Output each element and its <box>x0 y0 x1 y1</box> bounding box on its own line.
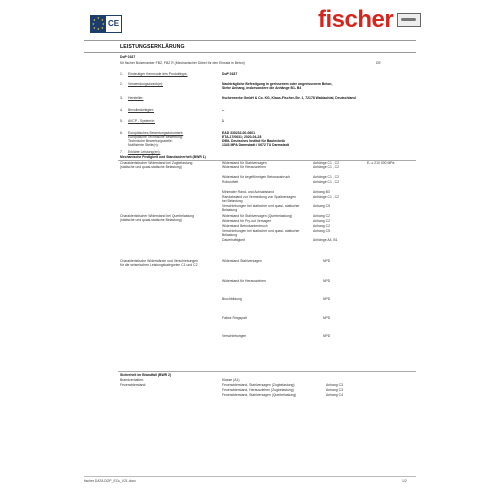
table-row-annex: Anhänge A4, B1 <box>313 238 338 242</box>
table-row-annex: Anhänge C1 , C2 <box>313 195 340 199</box>
logo-text: fischer <box>318 6 394 33</box>
table-row-text: Widerstand Stahlversagen <box>222 259 262 263</box>
eu-stars-icon: ★ ★ ★ ★ ★ ★ ★ ★ <box>92 16 105 31</box>
table-row-annex: NPD <box>323 297 331 301</box>
table-row-text: Bruchbildung <box>222 297 242 301</box>
fire-row-text: Klasse (A1) <box>222 378 240 382</box>
table-row-annex: Anhänge C1 , C2 <box>313 161 340 165</box>
table-row-text: Randabstand zur Vermeidung von Spaltversagen <box>222 195 296 199</box>
document-title: LEISTUNGSERKLÄRUNG <box>120 44 185 50</box>
eta-value-3: 1343 MPA Darmstadt / 0672 TU Darmstadt <box>222 143 289 147</box>
table-row-text-2: bei Belastung <box>222 199 243 203</box>
group-2-label-line-2: (statische und quasi-statische Belastung) <box>120 218 182 222</box>
table-row-annex: Anhang C5 <box>313 229 330 233</box>
table-row-text: Robustheit <box>222 180 239 184</box>
eta-label-2: Technische Bewertungsstelle: <box>128 139 173 143</box>
item-4-num: 4. <box>120 108 123 112</box>
item-2-num: 2. <box>120 82 123 86</box>
ce-logo <box>90 15 122 33</box>
table-row-text: Dauerhaftigkeit <box>222 238 245 242</box>
product-line: für fischer Bolzenanker FBZ, FBZ R (Mechanischer Dübel für den Einsatz in Beton) <box>120 61 245 65</box>
item-4-label: Bevollmächtigter: <box>128 108 155 112</box>
group-3-label-line-2: für die seismischen Leistungskategorien C1 und C2 <box>120 263 198 267</box>
table-row-annex: Anhänge C1 , C2 <box>313 180 340 184</box>
table-row-annex: Anhang C2 <box>313 219 330 223</box>
item-3-label: Hersteller: <box>128 96 144 100</box>
fire-row-label: Feuerwiderstand: <box>120 383 147 387</box>
table-row-text-2: Belastung <box>222 233 238 237</box>
group-1-label-line-1: Charakteristischer Widerstand bei Zugbelastung <box>120 161 193 165</box>
table-row-text: Widerstand Betonkantenbruch <box>222 224 268 228</box>
eta-value-1: ETA-17/0631; 2020-04-28 <box>222 135 262 139</box>
dop-number: DoP 0187 <box>120 55 136 59</box>
eta-label-1: Europäische Technische Bewertung: <box>128 135 183 139</box>
item-3-num: 3. <box>120 96 123 100</box>
table-row-annex: Anhang C5 <box>313 204 330 208</box>
footer-rule <box>84 476 416 477</box>
table-row-annex: Anhang C2 <box>313 214 330 218</box>
table-row-text: Verschiebungen <box>222 334 247 338</box>
table-row-annex: NPD <box>323 259 331 263</box>
table-row-text-2: Belastung <box>222 208 238 212</box>
fire-row-label: Brandverhalten: <box>120 378 144 382</box>
page-number: 1/2 <box>402 479 407 483</box>
bwr2-heading: Sicherheit im Brandfall (BWR 2) <box>120 373 172 377</box>
fire-row-text: Feuerwiderstand, Stahlversagen (Zugbelastung) <box>222 383 295 387</box>
table-row-annex: NPD <box>323 279 331 283</box>
fire-row-annex: Anhang C3 <box>326 383 343 387</box>
table-row-text: Widerstand für Stahlversagen <box>222 161 267 165</box>
bwr1-heading: Mechanische Festigkeit und Standsicherheit (BWR 1) <box>120 155 206 159</box>
section-7-num: 7. <box>120 150 123 154</box>
table-row-annex: Anhang C2 <box>313 224 330 228</box>
table-row-extra: Eₛ ≥ 210 000 MPa <box>367 161 395 165</box>
fire-row-annex: Anhang C3 <box>326 388 343 392</box>
table-row-annex: NPD <box>323 334 331 338</box>
fire-row-text: Feuerwiderstand, Herausziehen (Zugbelastung) <box>222 388 294 392</box>
item-2-value: Nachträgliche Befestigung in gerissenem oder ungerissenem Beton, <box>222 82 333 86</box>
item-5-label: AVCP - System/e: <box>128 119 156 123</box>
group-2-label-line-1: Charakteristischer Widerstand bei Querbelastung <box>120 214 195 218</box>
table-row-text: Widerstand für kegelförmigen Betonausbruch <box>222 175 291 179</box>
table-row-text: Faktor Ringspalt <box>222 316 247 320</box>
fire-row-annex: Anhang C4 <box>326 393 343 397</box>
table-row-text: Widerstand für Herausziehen <box>222 165 266 169</box>
table-row-text: Minimaler Rand- und Achsabstand <box>222 190 274 194</box>
item-1-num: 1. <box>120 72 123 76</box>
item-6-value: EAD 330232-00-0601 <box>222 131 255 135</box>
footer-filename: fischer DATA DOP_ECs_V21.docx <box>84 479 136 483</box>
item-4-value: -- <box>222 108 225 112</box>
item-1-value: DoP 0187 <box>222 72 238 76</box>
fire-rule <box>118 371 416 372</box>
section-7-label: Erklärte Leistung(en): <box>128 150 161 154</box>
table-row-annex: NPD <box>323 316 331 320</box>
item-3-value: fischerwerke GmbH & Co. KG, Klaus-Fischer-Str. 1, 72178 Waldachtal, Deutschland <box>222 96 356 100</box>
fischer-logo <box>318 6 421 33</box>
eta-label-3: Notifizierte Stelle(n): <box>128 143 159 147</box>
table-row-text: Widerstand für Pry-out Versagen <box>222 219 272 223</box>
table-row-text: Verschiebungen bei statischer und quasi- statischer <box>222 229 300 233</box>
table-row-text: Widerstand für Stahlversagen (Querbelastung) <box>222 214 293 218</box>
item-1-label: Eindeutiger Kenncode des Produkttyps: <box>128 72 188 76</box>
table-row-annex: Anhänge C1 , C2 <box>313 165 340 169</box>
fire-row-text: Feuerwiderstand, Stahlversagen (Querbelastung) <box>222 393 297 397</box>
language-code: DE <box>376 61 381 65</box>
group-3-label-line-1: Charakteristische Widerstände und Verschiebungen <box>120 259 199 263</box>
ce-mark: CE <box>106 16 121 32</box>
table-row-annex: Anhang B3 <box>313 190 330 194</box>
title-rule-bottom <box>84 52 416 53</box>
item-5-num: 5. <box>120 119 123 123</box>
table-row-annex: Anhänge C1 , C2 <box>313 175 340 179</box>
item-2-value-2: Siehe Anhang, insbesondere die Anhänge B1- B4 <box>222 86 302 90</box>
item-6-label: Europäisches Bewertungsdokument: <box>128 131 184 135</box>
item-6-num: 6. <box>120 131 123 135</box>
anchor-icon <box>397 13 421 27</box>
title-rule-top <box>84 40 416 41</box>
group-1-label-line-2: (statische und quasi-statische Belastung) <box>120 165 182 169</box>
table-row-text: Verschiebungen bei statischer und quasi- statischer <box>222 204 300 208</box>
eta-value-2: DIBt- Deutsches Institut für Bautechnik <box>222 139 286 143</box>
item-5-value: 1 <box>222 119 224 123</box>
item-2-label: Verwendungszweck(e): <box>128 82 164 86</box>
table-row-text: Widerstand für Herausziehen <box>222 279 266 283</box>
